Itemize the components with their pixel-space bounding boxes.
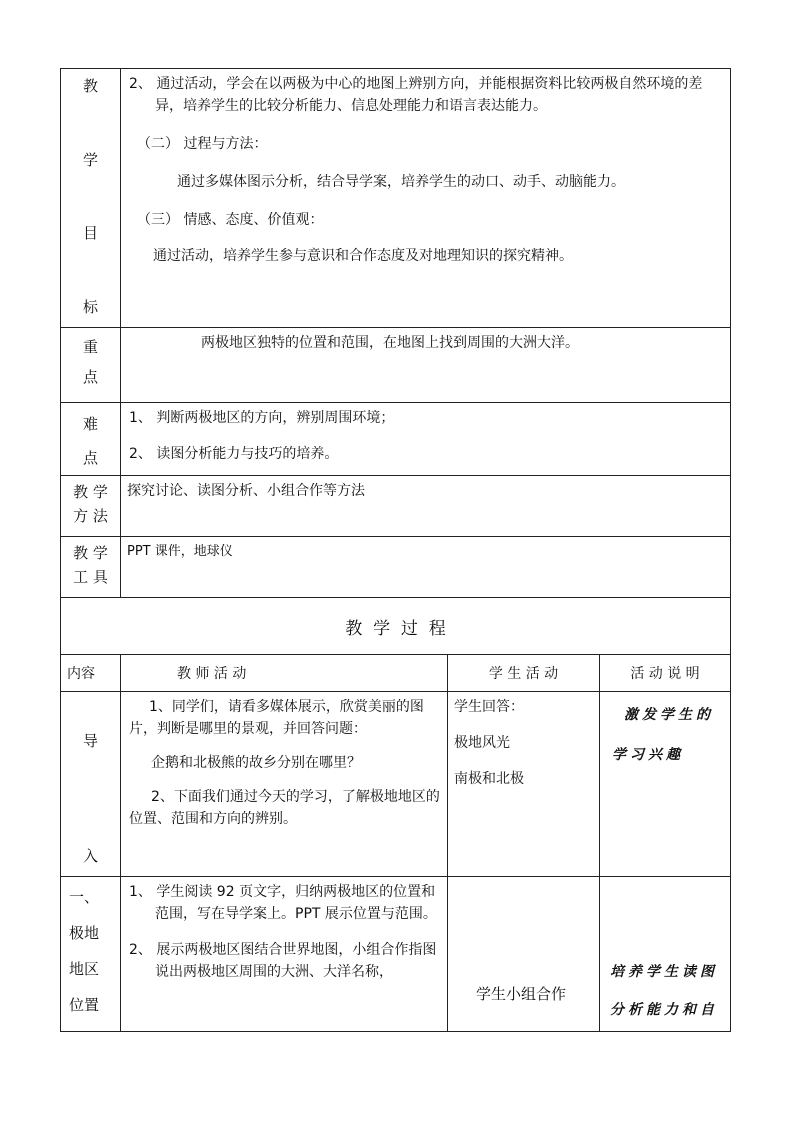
location-label-line: 位置 bbox=[69, 996, 100, 1014]
tools-label-line: 教 学 bbox=[73, 544, 108, 562]
objectives-label-cell bbox=[61, 69, 121, 328]
difficulties-content-cell bbox=[121, 403, 731, 476]
objectives-label-char: 目 bbox=[82, 224, 98, 243]
objectives-row bbox=[61, 69, 731, 328]
tools-label-line: 工 具 bbox=[73, 568, 108, 586]
location-note-cell bbox=[600, 877, 731, 1032]
emotion-text: 通过活动，培养学生参与意识和合作态度及对地理知识的探究精神。 bbox=[153, 248, 573, 264]
location-row bbox=[61, 877, 731, 1032]
column-header-student: 学 生 活 动 bbox=[448, 655, 600, 692]
difficulties-label-cell bbox=[61, 403, 121, 476]
tools-label-cell bbox=[61, 537, 121, 598]
intro-teacher-cell bbox=[121, 692, 448, 877]
column-header-content: 内容 bbox=[61, 655, 121, 692]
intro-row bbox=[61, 692, 731, 877]
location-label-line: 地区 bbox=[69, 960, 100, 978]
process-title: 教 学 过 程 bbox=[345, 618, 446, 639]
intro-student-line: 南极和北极 bbox=[454, 771, 524, 787]
column-header-teacher: 教 师 活 动 bbox=[121, 655, 448, 692]
intro-teacher-question: 企鹅和北极熊的故乡分别在哪里？ bbox=[151, 755, 361, 771]
intro-label-char: 导 bbox=[82, 732, 98, 750]
objectives-label-char: 教 bbox=[82, 77, 98, 95]
methods-content-cell bbox=[121, 476, 731, 537]
emotion-heading: （三） 情感、态度、价值观： bbox=[137, 212, 324, 228]
methods-row bbox=[61, 476, 731, 537]
location-teacher-step-1: 1、 学生阅读 92 页文字，归纳两极地区的位置和范围，写在导学案上。PPT 展示位置与范围。 bbox=[129, 884, 437, 922]
intro-teacher-step-1: 1、同学们，请看多媒体展示，欣赏美丽的图片，判断是哪里的景观，并回答问题： bbox=[129, 699, 424, 737]
difficulties-label-char: 难 bbox=[82, 415, 98, 433]
objectives-label-char: 学 bbox=[82, 150, 98, 169]
location-note-line: 分析能力和自 bbox=[610, 1002, 718, 1018]
key-points-label-char: 点 bbox=[82, 368, 98, 386]
difficulty-item-2: 2、 读图分析能力与技巧的培养。 bbox=[129, 446, 339, 462]
key-points-label-char: 重 bbox=[82, 338, 98, 356]
intro-student-line: 极地风光 bbox=[454, 735, 510, 751]
location-note-line: 培养学生读图 bbox=[610, 964, 718, 980]
intro-label-cell bbox=[61, 692, 121, 877]
key-points-row bbox=[61, 328, 731, 403]
location-label-cell bbox=[61, 877, 121, 1032]
process-title-row bbox=[61, 598, 731, 655]
intro-student-cell bbox=[448, 692, 600, 877]
methods-text: 探究讨论、读图分析、小组合作等方法 bbox=[127, 483, 365, 499]
intro-student-line: 学生回答： bbox=[454, 699, 524, 715]
location-student-text: 学生小组合作 bbox=[476, 985, 567, 1003]
process-method-text: 通过多媒体图示分析，结合导学案，培养学生的动口、动手、动脑能力。 bbox=[177, 174, 625, 190]
objective-item-2: 2、 通过活动，学会在以两极为中心的地图上辨别方向，并能根据资料比较两极自然环境的差异，培养学生的比较分析能力、信息处理能力和语言表达能力。 bbox=[129, 76, 703, 114]
location-teacher-cell bbox=[121, 877, 448, 1032]
difficulties-label-char: 点 bbox=[82, 449, 98, 467]
intro-note-cell bbox=[600, 692, 731, 877]
objectives-label-char: 标 bbox=[82, 297, 98, 316]
column-header-row bbox=[61, 655, 731, 692]
location-label-line: 一、 bbox=[69, 888, 100, 906]
tools-content-cell bbox=[121, 537, 731, 598]
location-student-cell bbox=[448, 877, 600, 1032]
location-label-line: 极地 bbox=[69, 924, 100, 942]
methods-label-line: 教 学 bbox=[73, 483, 108, 501]
methods-label-line: 方 法 bbox=[73, 507, 108, 525]
intro-note-line: 学习兴趣 bbox=[612, 747, 684, 763]
key-points-content-cell bbox=[121, 328, 731, 403]
difficulties-row bbox=[61, 403, 731, 476]
lesson-plan-table bbox=[60, 68, 731, 1032]
objectives-content-cell bbox=[121, 69, 731, 328]
process-method-heading: （二） 过程与方法： bbox=[137, 136, 268, 152]
tools-row bbox=[61, 537, 731, 598]
intro-note-line: 激发学生的 bbox=[624, 707, 714, 723]
column-header-note: 活 动 说 明 bbox=[600, 655, 731, 692]
location-teacher-step-2: 2、 展示两极地区图结合世界地图，小组合作指图说出两极地区周围的大洲、大洋名称， bbox=[129, 942, 437, 980]
key-points-text: 两极地区独特的位置和范围，在地图上找到周围的大洲大洋。 bbox=[201, 335, 579, 351]
key-points-label-cell bbox=[61, 328, 121, 403]
intro-teacher-step-2: 2、下面我们通过今天的学习，了解极地地区的位置、范围和方向的辨别。 bbox=[129, 789, 440, 827]
difficulty-item-1: 1、 判断两极地区的方向，辨别周围环境； bbox=[129, 410, 395, 426]
intro-label-char: 入 bbox=[82, 847, 98, 865]
methods-label-cell bbox=[61, 476, 121, 537]
process-title-cell bbox=[61, 598, 731, 655]
tools-text: PPT 课件，地球仪 bbox=[127, 544, 233, 559]
